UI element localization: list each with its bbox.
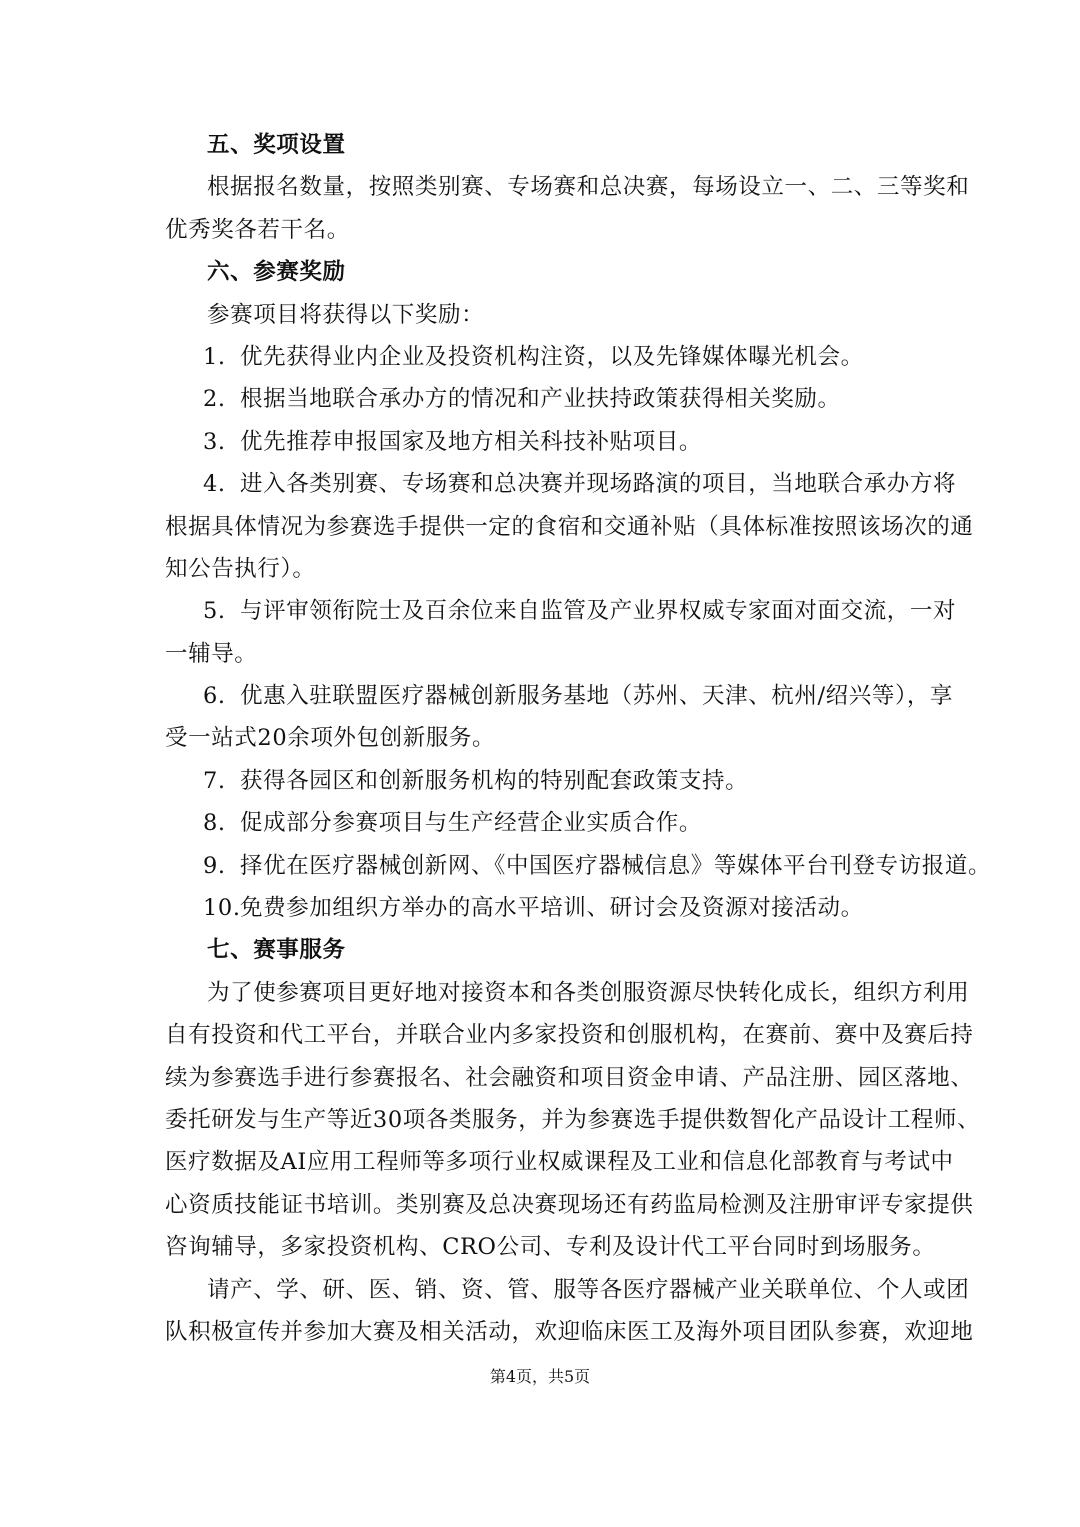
paragraph-line: 委托研发与生产等近30项各类服务，并为参赛选手提供数智化产品设计工程师、 bbox=[165, 1106, 981, 1133]
list-item bbox=[165, 675, 954, 717]
section-heading: 七、赛事服务 bbox=[207, 937, 346, 964]
paragraph-line: 自有投资和代工平台，并联合业内多家投资和创服机构，在赛前、赛中及赛后持 bbox=[165, 1022, 974, 1049]
paragraph-line: 为了使参赛项目更好地对接资本和各类创服资源尽快转化成长，组织方利用 bbox=[207, 979, 970, 1006]
list-item-text: 优惠入驻联盟医疗器械创新服务基地（苏州、天津、杭州/绍兴等），享 bbox=[240, 683, 954, 710]
paragraph-line: 咨询辅导，多家投资机构、CRO公司、专利及设计代工平台同时到场服务。 bbox=[165, 1234, 936, 1261]
paragraph-line: 请产、学、研、医、销、资、管、服等各医疗器械产业关联单位、个人或团 bbox=[207, 1276, 970, 1303]
list-item-continuation: 根据具体情况为参赛选手提供一定的食宿和交通补贴（具体标准按照该场次的通 bbox=[165, 513, 974, 540]
list-item bbox=[165, 887, 920, 929]
document-body bbox=[165, 124, 992, 1353]
paragraph-line: 优秀奖各若干名。 bbox=[165, 216, 350, 243]
list-number: 4. bbox=[203, 471, 226, 498]
list-item-text: 进入各类别赛、专场赛和总决赛并现场路演的项目，当地联合承办方将 bbox=[240, 471, 957, 498]
list-number: 3. bbox=[203, 428, 226, 455]
list-number: 2. bbox=[203, 386, 226, 413]
list-item bbox=[165, 421, 920, 463]
list-number: 6. bbox=[203, 683, 226, 710]
list-item-continuation: 一辅导。 bbox=[165, 640, 258, 667]
list-item-text: 获得各园区和创新服务机构的特别配套政策支持。 bbox=[240, 767, 749, 794]
section-heading: 六、参赛奖励 bbox=[207, 259, 346, 286]
list-item-text: 与评审领衔院士及百余位来自监管及产业界权威专家面对面交流，一对 bbox=[240, 598, 957, 625]
list-item-text: 优先推荐申报国家及地方相关科技补贴项目。 bbox=[240, 428, 703, 455]
list-item bbox=[165, 760, 920, 802]
paragraph-line: 根据报名数量，按照类别赛、专场赛和总决赛，每场设立一、二、三等奖和 bbox=[207, 174, 970, 201]
list-item bbox=[165, 590, 957, 632]
section-heading: 五、奖项设置 bbox=[207, 132, 346, 158]
paragraph-line: 续为参赛选手进行参赛报名、社会融资和项目资金申请、产品注册、园区落地、 bbox=[165, 1064, 974, 1091]
list-item-continuation: 知公告执行）。 bbox=[165, 555, 316, 582]
list-item bbox=[165, 463, 957, 505]
list-number: 5. bbox=[203, 598, 226, 625]
page-number: 第4页，共5页 bbox=[489, 1367, 591, 1386]
list-number: 9. bbox=[203, 852, 226, 879]
list-item bbox=[165, 378, 920, 420]
list-item bbox=[165, 336, 920, 378]
paragraph-line: 医疗数据及AI应用工程师等多项行业权威课程及工业和信息化部教育与考试中 bbox=[165, 1149, 954, 1176]
list-item-text: 根据当地联合承办方的情况和产业扶持政策获得相关奖励。 bbox=[240, 386, 841, 413]
list-item-text: 免费参加组织方举办的高水平培训、研讨会及资源对接活动。 bbox=[240, 895, 864, 922]
list-item-text: 择优在医疗器械创新网、《中国医疗器械信息》等媒体平台刊登专访报道。 bbox=[240, 852, 992, 879]
list-item-text: 促成部分参赛项目与生产经营企业实质合作。 bbox=[240, 810, 703, 837]
paragraph-line: 心资质技能证书培训。类别赛及总决赛现场还有药监局检测及注册审评专家提供 bbox=[165, 1191, 974, 1218]
list-number: 8. bbox=[203, 810, 226, 837]
list-item bbox=[165, 845, 992, 887]
list-item bbox=[165, 802, 920, 844]
list-item-text: 优先获得业内企业及投资机构注资，以及先锋媒体曝光机会。 bbox=[240, 343, 864, 370]
list-number: 7. bbox=[203, 767, 226, 794]
list-item-continuation: 受一站式20余项外包创新服务。 bbox=[165, 725, 496, 752]
list-number: 10. bbox=[203, 895, 241, 922]
paragraph-line: 队积极宣传并参加大赛及相关活动，欢迎临床医工及海外项目团队参赛，欢迎地 bbox=[165, 1318, 974, 1345]
list-number: 1. bbox=[203, 343, 226, 370]
intro-text: 参赛项目将获得以下奖励： bbox=[207, 301, 485, 328]
